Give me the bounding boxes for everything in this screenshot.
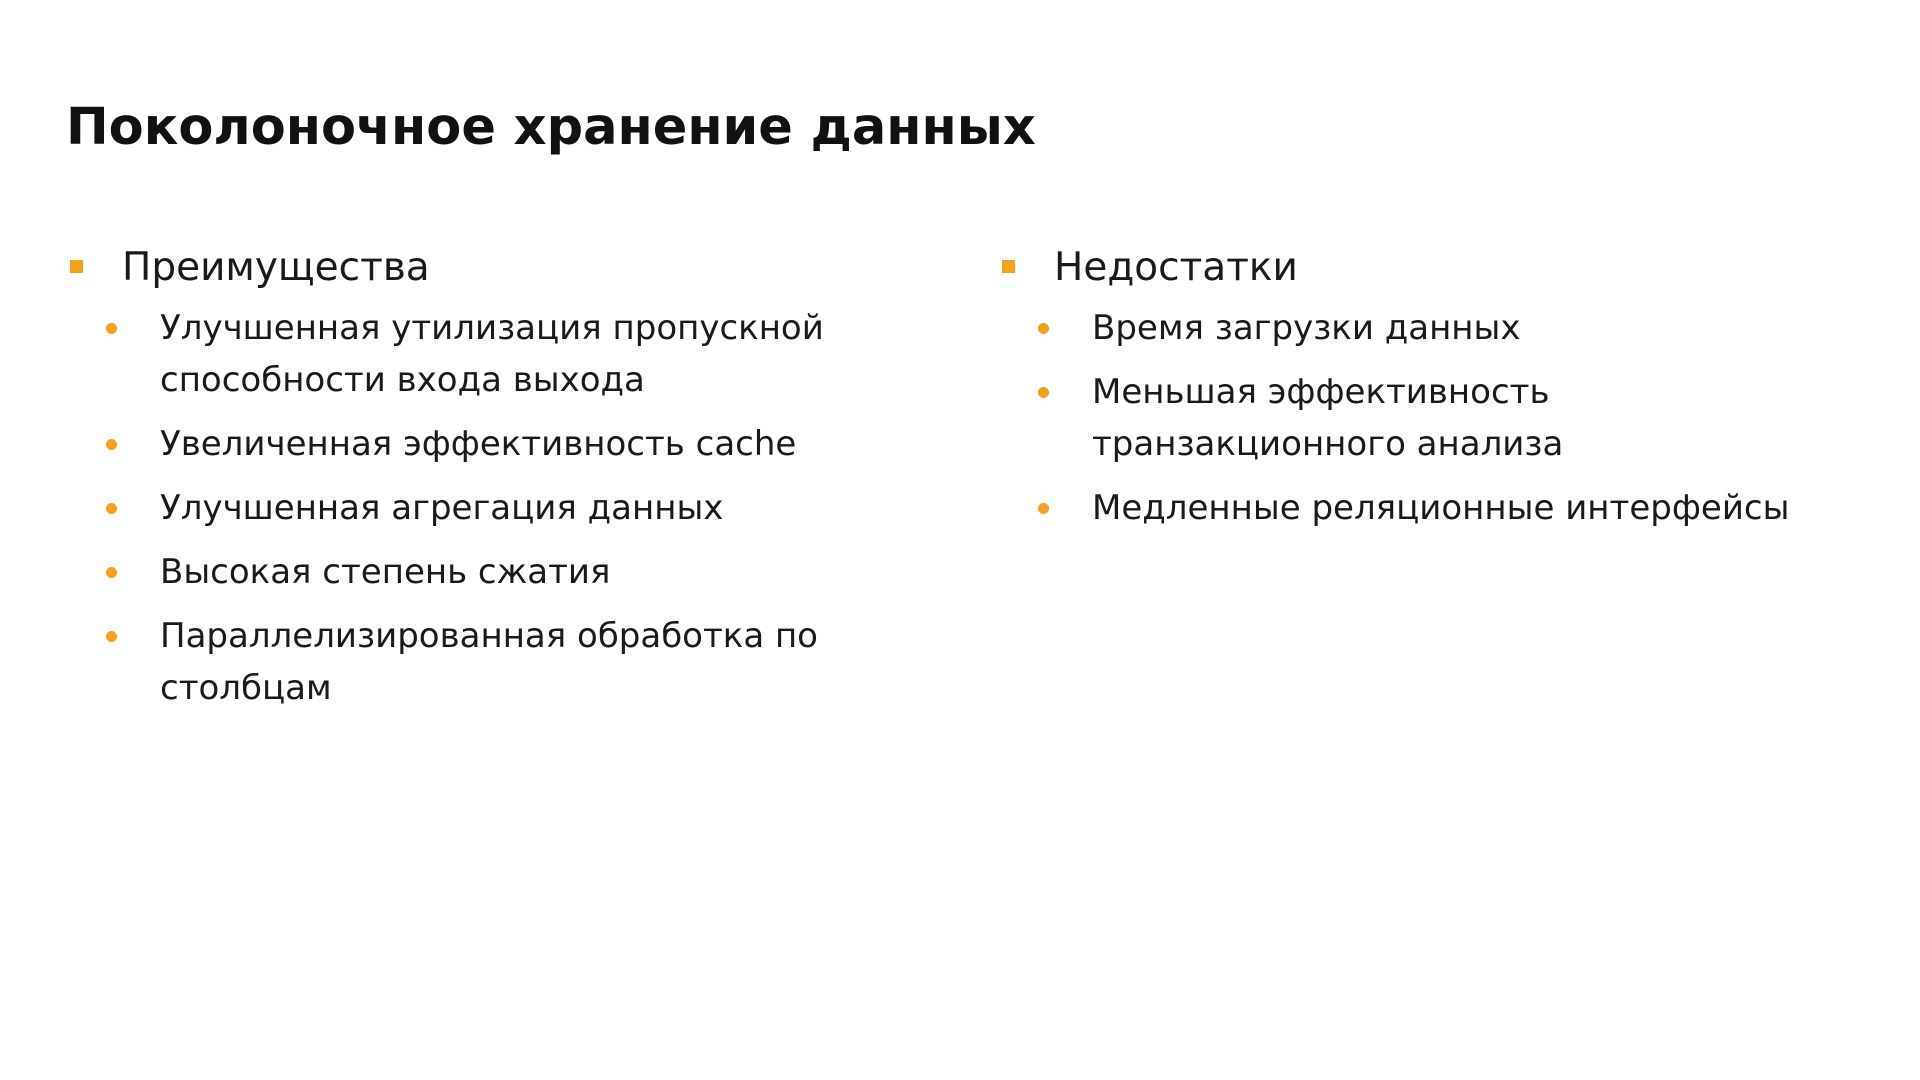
- list-item-text: Параллелизированная обработка по столбцам: [160, 616, 818, 708]
- list-item-text: Высокая степень сжатия: [160, 552, 611, 592]
- dot-bullet-icon: [1038, 503, 1049, 514]
- list-item-text: Улучшенная агрегация данных: [160, 488, 724, 528]
- list-item: [998, 366, 1852, 470]
- dot-bullet-icon: [106, 503, 117, 514]
- disadvantages-column: [998, 238, 1858, 546]
- list-item-text: Улучшенная утилизация пропускной способности входа выхода: [160, 308, 824, 400]
- list-item-text: Меньшая эффективность транзакционного анализа: [1092, 372, 1564, 464]
- dot-bullet-icon: [106, 567, 117, 578]
- list-item: [66, 302, 920, 406]
- list-item: [66, 610, 920, 714]
- dot-bullet-icon: [106, 323, 117, 334]
- advantages-column: [66, 238, 926, 726]
- disadvantages-list: [998, 302, 1858, 534]
- list-item-text: Увеличенная эффективность cache: [160, 424, 797, 464]
- list-item: [66, 418, 920, 470]
- list-item: [998, 302, 1852, 354]
- list-item: [66, 482, 920, 534]
- list-item: [998, 482, 1852, 534]
- advantages-header-label: Преимущества: [122, 245, 430, 290]
- slide-title: Поколоночное хранение данных: [66, 98, 1036, 157]
- dot-bullet-icon: [1038, 387, 1049, 398]
- advantages-header: [66, 238, 926, 298]
- dot-bullet-icon: [106, 631, 117, 642]
- dot-bullet-icon: [106, 439, 117, 450]
- list-item-text: Время загрузки данных: [1092, 308, 1521, 348]
- square-bullet-icon: [70, 260, 83, 273]
- advantages-list: [66, 302, 926, 714]
- list-item-text: Медленные реляционные интерфейсы: [1092, 488, 1790, 528]
- disadvantages-header-label: Недостатки: [1054, 245, 1298, 290]
- disadvantages-header: [998, 238, 1858, 298]
- list-item: [66, 546, 920, 598]
- square-bullet-icon: [1002, 260, 1015, 273]
- dot-bullet-icon: [1038, 323, 1049, 334]
